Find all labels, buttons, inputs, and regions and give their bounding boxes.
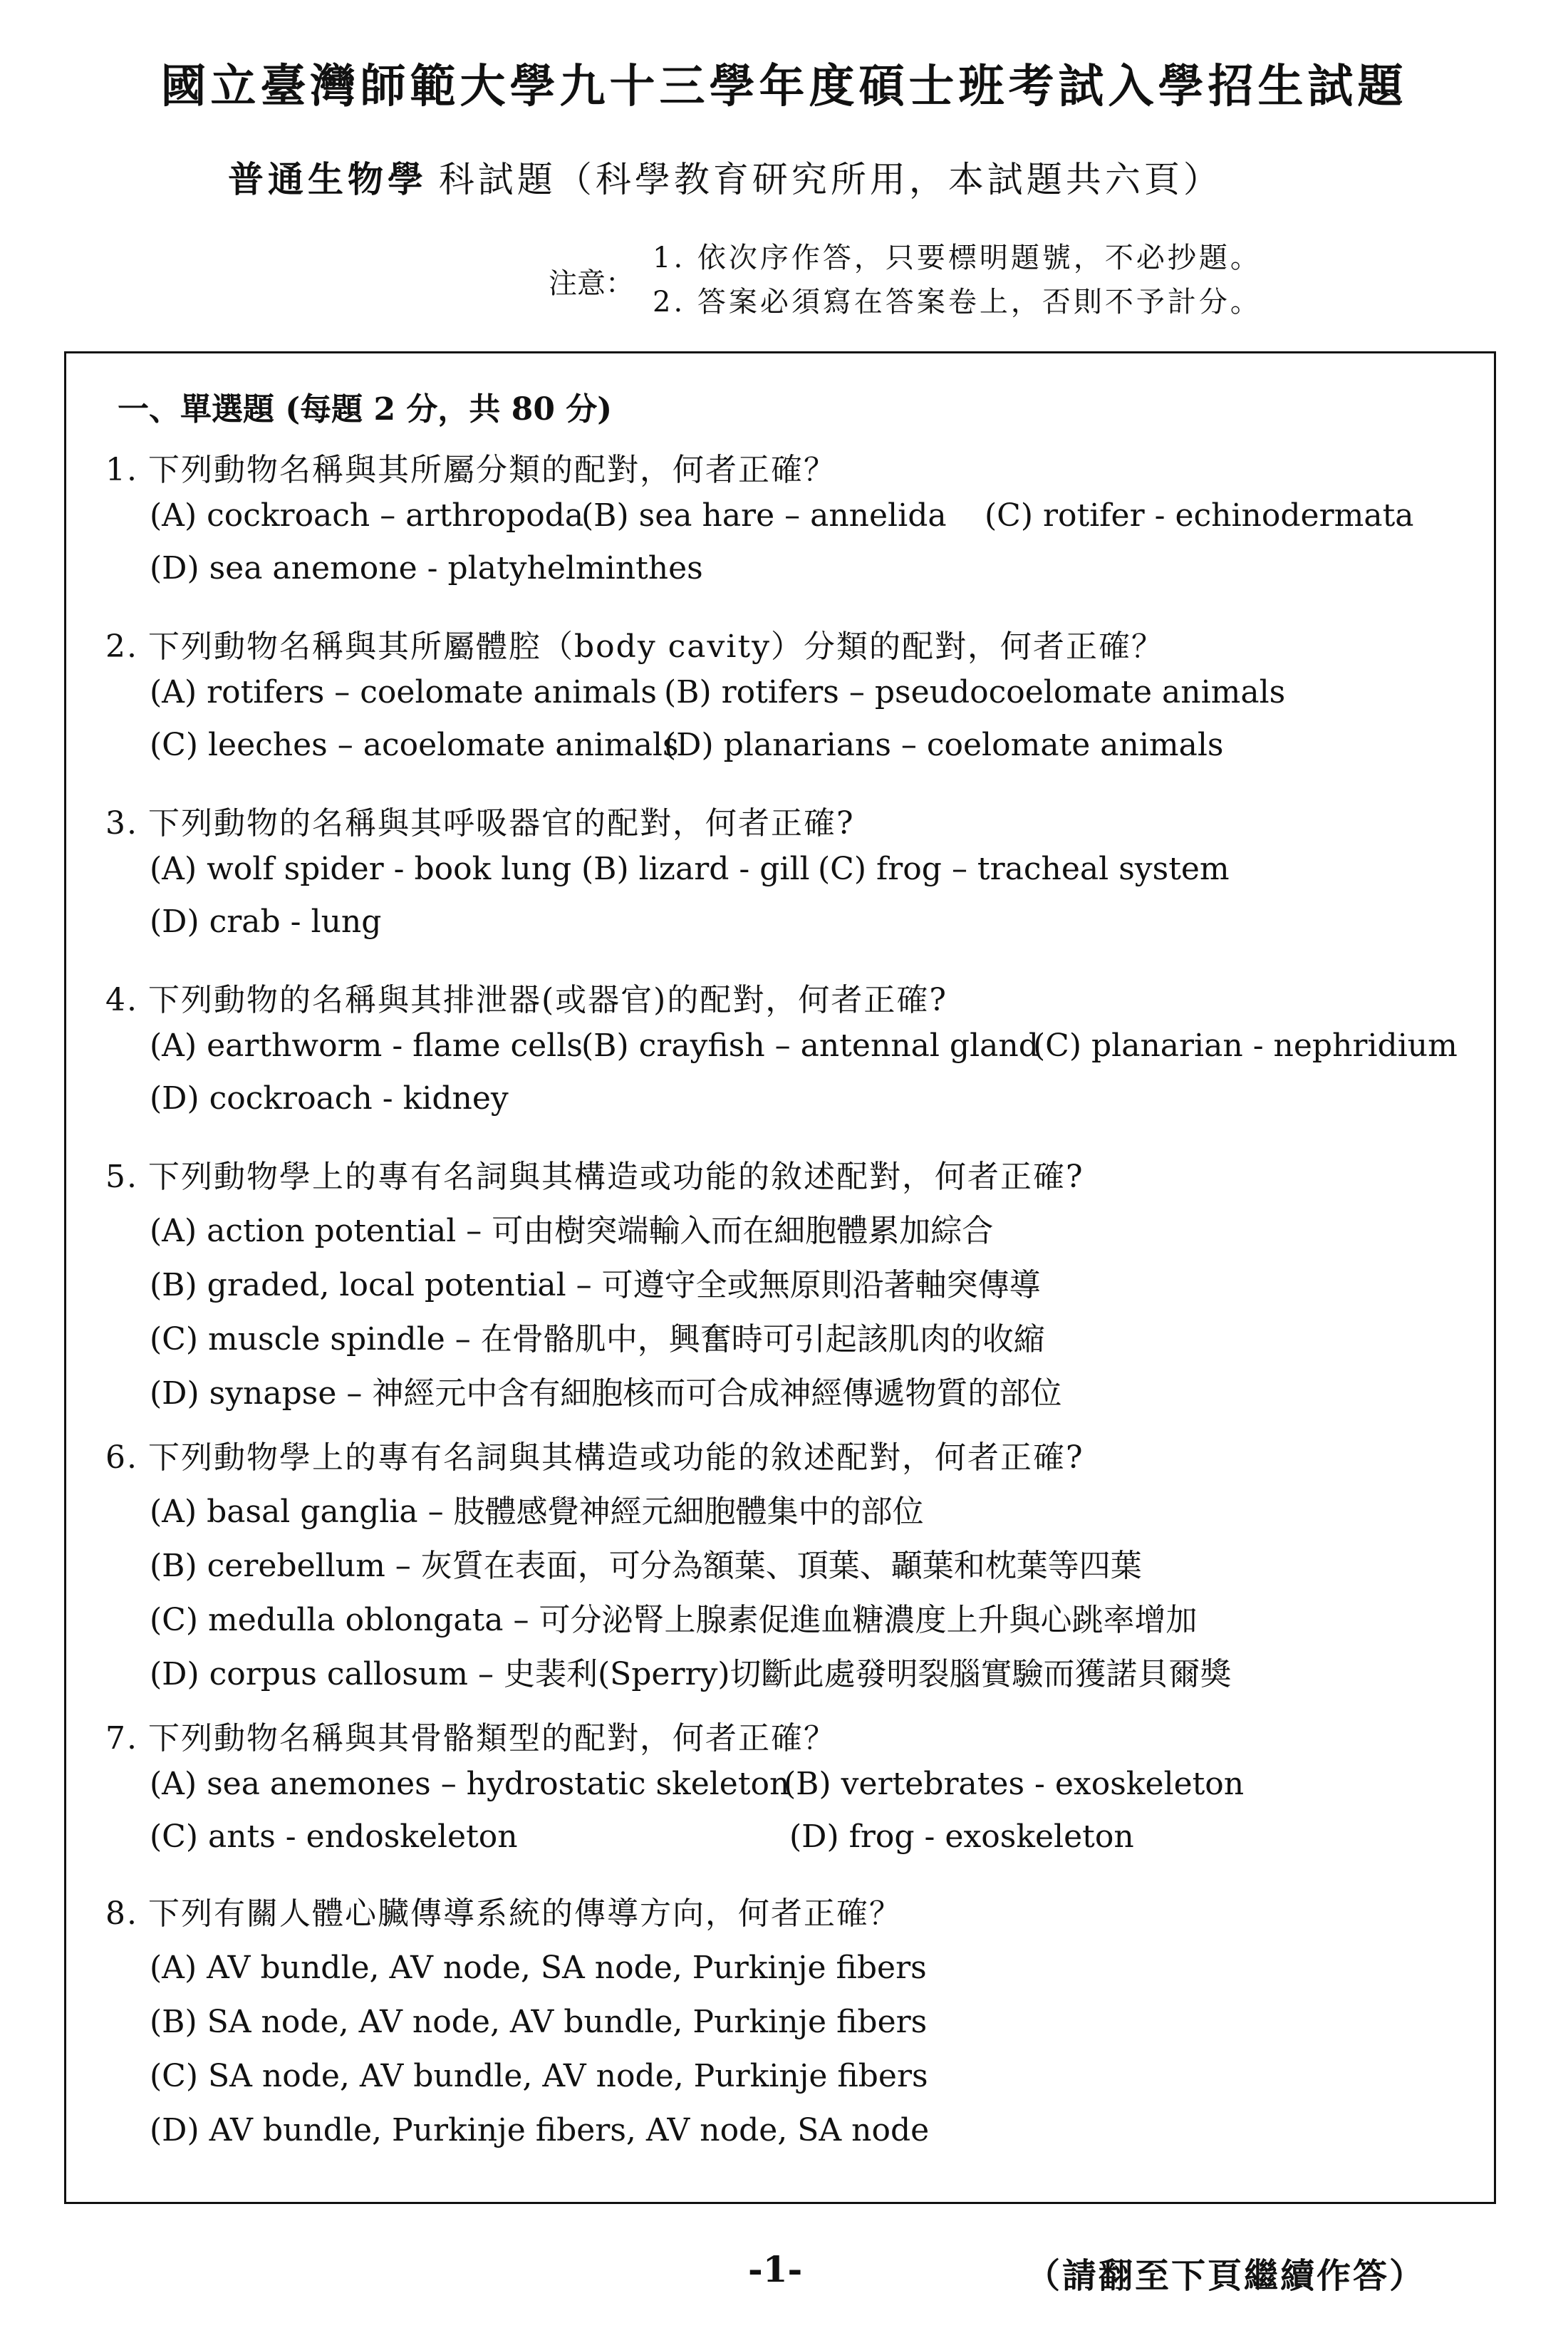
exam-subtitle: [228, 151, 1222, 202]
option: (B) lizard - gill: [581, 851, 810, 887]
option: (C) planarian - nephridium: [1033, 1028, 1458, 1064]
question-2: [105, 620, 1286, 780]
question-number: 5.: [105, 1159, 138, 1195]
question-number: 8.: [105, 1895, 138, 1932]
option: (B) sea hare – annelida: [581, 497, 947, 534]
option: (A) earthworm - flame cells: [150, 1028, 583, 1064]
notice-item: 2. 答案必須寫在答案卷上，否則不予計分。: [653, 286, 1262, 319]
question-number: 2.: [105, 628, 138, 665]
option: (D) planarians – coelomate animals: [664, 727, 1224, 763]
option: (A) cockroach – arthropoda: [150, 497, 584, 534]
continue-note: （請翻至下頁繼續作答）: [1026, 2256, 1426, 2296]
question-stem: 下列動物名稱與其所屬體腔（body cavity）分類的配對，何者正確？: [148, 628, 1165, 665]
option: (A) rotifers – coelomate animals: [150, 674, 657, 710]
page-number: -1-: [748, 2248, 803, 2290]
option: (B) vertebrates - exoskeleton: [784, 1766, 1245, 1802]
option: (D) AV bundle, Purkinje fibers, AV node, SA node: [150, 2112, 930, 2148]
question-5: [105, 1150, 1084, 1421]
question-3: [105, 797, 1230, 956]
option: (C) frog – tracheal system: [818, 851, 1230, 887]
option: (C) medulla oblongata – 可分泌腎上腺素促進血糖濃度上升與心跳率增加: [150, 1602, 1198, 1638]
option: (B) crayfish – antennal gland: [581, 1028, 1039, 1064]
option: (D) sea anemone - platyhelminthes: [150, 550, 703, 586]
question-stem: 下列動物學上的專有名詞與其構造或功能的敘述配對，何者正確?: [148, 1439, 1084, 1476]
question-number: 6.: [105, 1439, 138, 1476]
section-title: 一、單選題 (每題 2 分，共 80 分): [118, 391, 613, 428]
question-1: [105, 443, 1414, 603]
question-6: [105, 1431, 1232, 1702]
question-stem: 下列動物名稱與其所屬分類的配對，何者正確？: [148, 452, 836, 488]
option: (A) wolf spider - book lung: [150, 851, 572, 887]
exam-title: 國立臺灣師範大學九十三學年度碩士班考試入學招生試題: [160, 61, 1408, 113]
option: (B) cerebellum – 灰質在表面，可分為額葉、頂葉、顳葉和枕葉等四葉: [150, 1548, 1142, 1584]
option: (C) leeches – acoelomate animals: [150, 727, 679, 763]
option: (B) graded, local potential – 可遵守全或無原則沿著軸突傳導: [150, 1267, 1041, 1303]
notice-item: 1. 依次序作答，只要標明題號，不必抄題。: [653, 242, 1262, 274]
option: (D) synapse – 神經元中含有細胞核而可合成神經傳遞物質的部位: [150, 1375, 1062, 1412]
subtitle-rest: 科試題（科學教育研究所用，本試題共六頁）: [438, 159, 1222, 200]
option: (B) rotifers – pseudocoelomate animals: [664, 674, 1286, 710]
option: (B) SA node, AV node, AV bundle, Purkinje fibers: [150, 2004, 928, 2040]
question-7: [105, 1712, 1245, 1871]
question-stem: 下列動物的名稱與其排泄器(或器官)的配對，何者正確?: [148, 982, 947, 1018]
option: (D) cockroach - kidney: [150, 1080, 509, 1117]
question-number: 1.: [105, 452, 138, 488]
option: (C) muscle spindle – 在骨骼肌中，興奮時可引起該肌肉的收縮: [150, 1321, 1045, 1357]
option: (A) action potential – 可由樹突端輸入而在細胞體累加綜合: [150, 1213, 994, 1249]
question-box: [64, 351, 1496, 2204]
question-4: [105, 973, 1458, 1133]
option: (C) rotifer - echinodermata: [985, 497, 1414, 534]
question-stem: 下列動物學上的專有名詞與其構造或功能的敘述配對，何者正確?: [148, 1159, 1084, 1195]
question-number: 4.: [105, 982, 138, 1018]
question-8: [105, 1887, 929, 2158]
question-number: 7.: [105, 1720, 138, 1757]
option: (D) corpus callosum – 史裴利(Sperry)切斷此處發明裂腦實驗而獲諾貝爾獎: [150, 1656, 1232, 1692]
notice-label: 注意：: [549, 267, 634, 300]
question-stem: 下列動物的名稱與其呼吸器官的配對，何者正確?: [148, 805, 855, 842]
option: (D) frog - exoskeleton: [789, 1819, 1134, 1855]
option: (A) basal ganglia – 肢體感覺神經元細胞體集中的部位: [150, 1494, 924, 1530]
subject-name: 普通生物學: [228, 159, 427, 200]
option: (C) SA node, AV bundle, AV node, Purkinje fibers: [150, 2058, 928, 2094]
option: (C) ants - endoskeleton: [150, 1819, 518, 1855]
option: (A) sea anemones – hydrostatic skeleton: [150, 1766, 790, 1802]
question-stem: 下列動物名稱與其骨骼類型的配對，何者正確？: [148, 1720, 836, 1757]
option: (D) crab - lung: [150, 904, 382, 940]
question-stem: 下列有關人體心臟傳導系統的傳導方向，何者正確？: [148, 1895, 902, 1932]
question-number: 3.: [105, 805, 138, 842]
option: (A) AV bundle, AV node, SA node, Purkinje fibers: [150, 1950, 927, 1986]
